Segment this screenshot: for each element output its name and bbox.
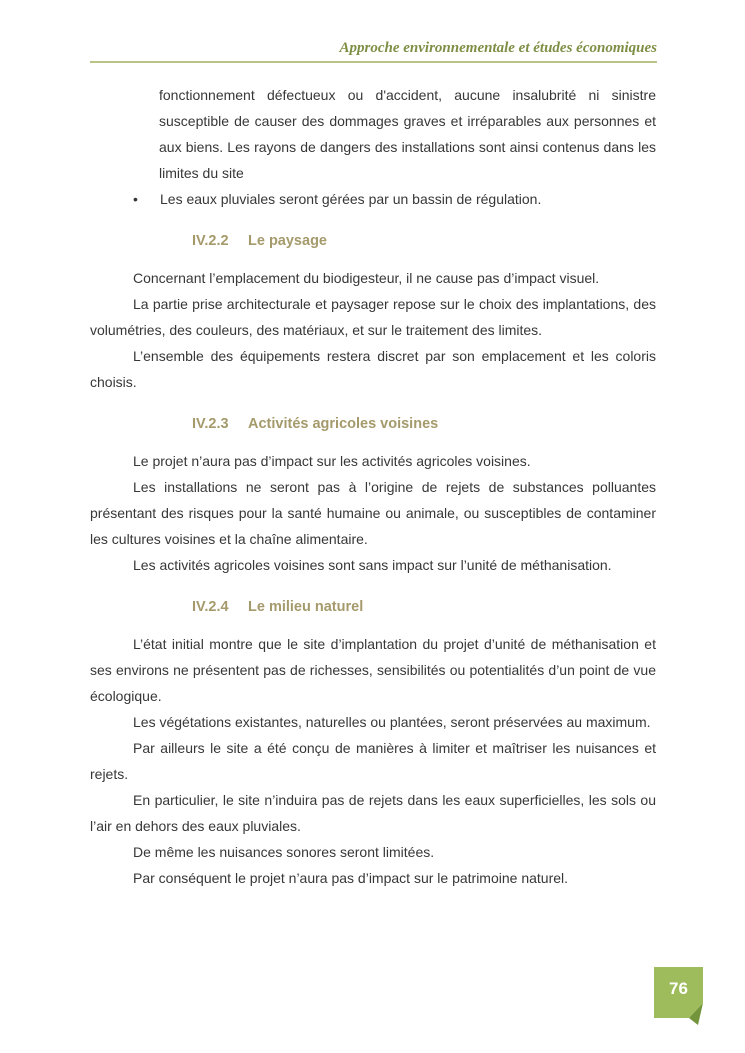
- section-title: Le paysage: [248, 233, 327, 249]
- paragraph: Les installations ne seront pas à l’origine de rejets de substances polluantes présentant des risques pour la santé humaine ou animale, ou susceptibles de contaminer les cultures voisines et la chaîne alimentaire.: [90, 479, 656, 547]
- section-title: Le milieu naturel: [248, 599, 364, 615]
- section-heading-IV-2-3: [192, 414, 656, 434]
- paragraph: L’ensemble des équipements restera discret par son emplacement et les coloris choisis.: [90, 348, 656, 390]
- paragraph: En particulier, le site n’induira pas de rejets dans les eaux superficielles, les sols ou l’air en dehors des eaux pluviales.: [90, 792, 656, 834]
- list-item: [133, 186, 656, 212]
- paragraph-continuation: fonctionnement défectueux ou d'accident, aucune insalubrité ni sinistre susceptible de causer des dommages graves et irréparables aux personnes et aux biens. Les rayons de dangers des installations sont ainsi contenus dans les limites du site: [159, 87, 656, 181]
- page-number: 76: [669, 979, 688, 998]
- paragraph: La partie prise architecturale et paysager repose sur le choix des implantations, des volumétries, des couleurs, des matériaux, et sur le traitement des limites.: [90, 296, 656, 338]
- paragraph: Le projet n’aura pas d’impact sur les activités agricoles voisines.: [133, 453, 531, 469]
- header-title: Approche environnementale et études économiques: [339, 40, 657, 56]
- bullet-icon: •: [133, 191, 138, 207]
- section-heading-IV-2-2: [192, 231, 656, 251]
- paragraph: Les activités agricoles voisines sont sans impact sur l’unité de méthanisation.: [133, 557, 612, 573]
- page-header: [90, 40, 657, 63]
- page-content: [90, 82, 656, 891]
- section-heading-IV-2-4: [192, 597, 656, 617]
- section-number: IV.2.2: [192, 233, 229, 249]
- paragraph: Par ailleurs le site a été conçu de manières à limiter et maîtriser les nuisances et rejets.: [90, 740, 656, 782]
- section-number: IV.2.3: [192, 416, 229, 432]
- paragraph: Les végétations existantes, naturelles ou plantées, seront préservées au maximum.: [133, 714, 651, 730]
- paragraph: Par conséquent le projet n’aura pas d’impact sur le patrimoine naturel.: [133, 870, 569, 886]
- section-title: Activités agricoles voisines: [248, 416, 439, 432]
- paragraph: L’état initial montre que le site d’implantation du projet d’unité de méthanisation et ses environs ne présentent pas de richesses, sensibilités ou potentialités d’un point de vue écologique.: [90, 636, 656, 704]
- paragraph: Concernant l’emplacement du biodigesteur, il ne cause pas d’impact visuel.: [133, 270, 600, 286]
- list-item-text: Les eaux pluviales seront gérées par un bassin de régulation.: [160, 191, 542, 207]
- page-number-badge: [654, 966, 710, 1030]
- section-number: IV.2.4: [192, 599, 229, 615]
- paragraph: De même les nuisances sonores seront limitées.: [133, 844, 435, 860]
